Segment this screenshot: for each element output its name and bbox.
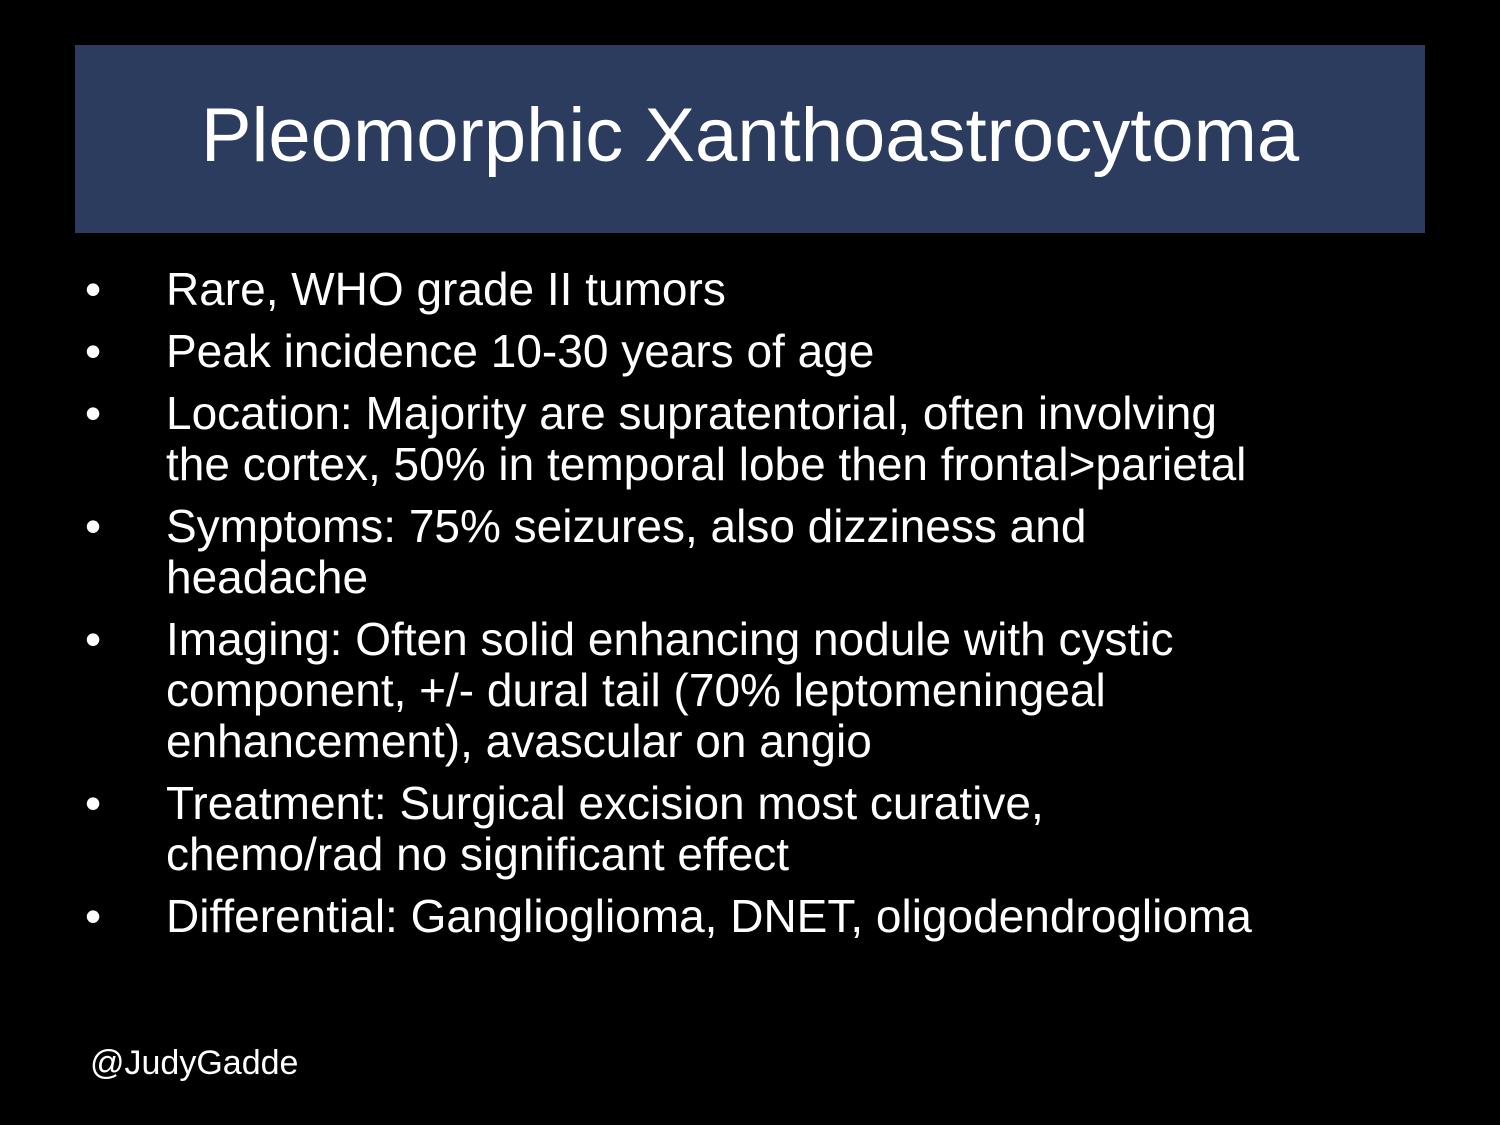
author-handle: @JudyGadde bbox=[90, 1044, 299, 1082]
bullet-item bbox=[85, 388, 1485, 490]
bullet-dot: • bbox=[85, 500, 102, 552]
bullet-text: Symptoms: 75% seizures, also dizziness and headache bbox=[166, 500, 1087, 603]
bullet-item bbox=[85, 501, 1485, 603]
bullet-dot: • bbox=[85, 890, 102, 942]
bullet-item bbox=[85, 891, 1485, 942]
bullet-item bbox=[85, 264, 1485, 315]
bullet-text: Imaging: Often solid enhancing nodule with cystic component, +/- dural tail (70% leptomeningeal enhancement), avascular on angio bbox=[166, 613, 1174, 767]
bullet-dot: • bbox=[85, 777, 102, 829]
bullet-text: Location: Majority are supratentorial, often involving the cortex, 50% in temporal lobe then frontal>parietal bbox=[166, 387, 1247, 490]
bullet-text: Differential: Ganglioglioma, DNET, oligodendroglioma bbox=[166, 890, 1252, 942]
bullet-text: Peak incidence 10-30 years of age bbox=[166, 325, 875, 377]
bullet-text: Treatment: Surgical excision most curative, chemo/rad no significant effect bbox=[166, 777, 1044, 880]
bullet-item bbox=[85, 326, 1485, 377]
bullet-dot: • bbox=[85, 387, 102, 439]
bullet-list bbox=[85, 264, 1485, 953]
bullet-item bbox=[85, 778, 1485, 880]
bullet-dot: • bbox=[85, 613, 102, 665]
bullet-dot: • bbox=[85, 325, 102, 377]
slide-title: Pleomorphic Xanthoastrocytoma bbox=[200, 92, 1300, 178]
bullet-dot: • bbox=[85, 263, 102, 315]
bullet-text: Rare, WHO grade II tumors bbox=[166, 263, 726, 315]
bullet-item bbox=[85, 614, 1485, 767]
title-bar bbox=[75, 45, 1425, 233]
